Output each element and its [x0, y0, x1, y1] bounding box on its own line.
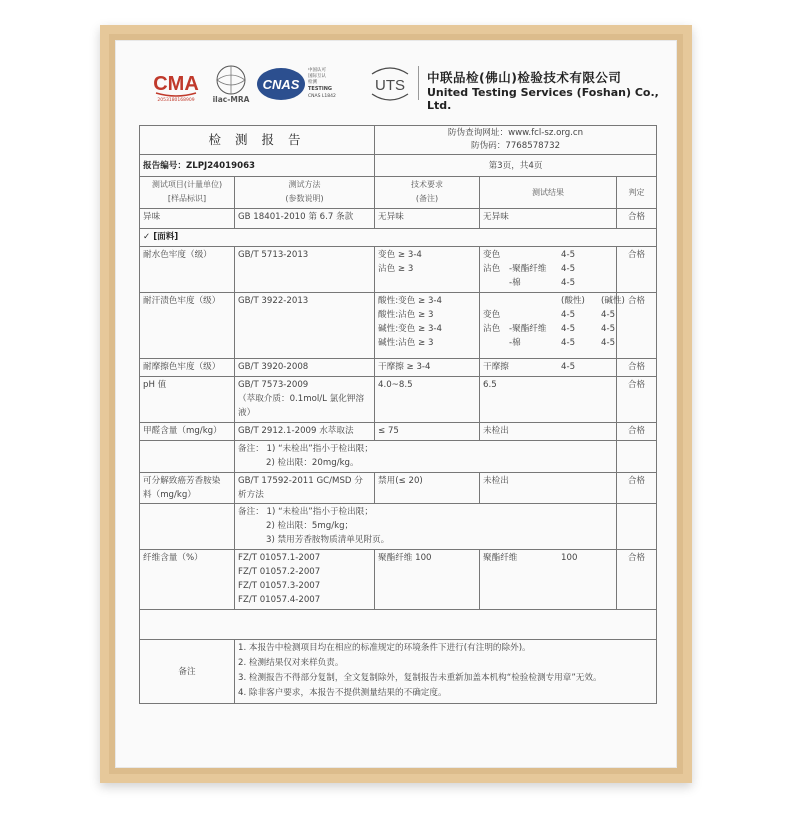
table-row: 甲醛含量（mg/kg） GB/T 2912.1-2009 水萃取法 ≤ 75 未检出 合格	[140, 423, 657, 441]
svg-text:检测: 检测	[308, 80, 317, 85]
table-row: pH 值 GB/T 7573-2009 （萃取介质：0.1mol/L 氯化钾溶 液） 4.0~8.5 6.5 合格	[140, 377, 657, 423]
company-name-cn: 中联品检(佛山)检验技术有限公司	[427, 70, 622, 85]
svg-text:CNAS L1842: CNAS L1842	[308, 94, 336, 99]
svg-text:中国认可: 中国认可	[308, 68, 326, 73]
anti-fake-code: 7768578732	[505, 141, 561, 151]
svg-text:国际互认: 国际互认	[308, 74, 326, 79]
cma-number: 2053180168909	[157, 98, 195, 102]
table-row: 耐水色牢度（级） GB/T 5713-2013 变色 ≥ 3-4 沾色 ≥ 3 变色 4-5 沾色 -聚酯纤维 4-5 -棉 4-5 合格	[140, 247, 657, 293]
anti-fake-site: www.fcl-sz.org.cn	[508, 128, 584, 138]
cma-logo	[150, 64, 202, 102]
report-number: 报告编号：ZLPJ24019063	[140, 155, 375, 177]
uts-logo	[368, 64, 412, 104]
cma-logo-text: CMA	[153, 73, 199, 95]
table-row: 耐摩擦色牢度（级） GB/T 3920-2008 干摩擦 ≥ 3-4 干摩擦 4-5 合格	[140, 359, 657, 377]
table-row: 异味 GB 18401-2010 第 6.7 条款 无异味 无异味 合格	[140, 209, 657, 229]
logo-header	[150, 60, 660, 110]
cnas-logo	[256, 64, 348, 104]
remarks-row: 备注 1. 本报告中检测项目均在相应的标准规定的环境条件下进行(有注明的除外)。 2. 检测结果仅对来样负责。 3. 检测报告不得部分复制，全文复制除外，复制报告未重新加盖本机构“检验检测专用章”无效。 4. 除非客户要求，本报告不提供测量结果的不确定度。	[140, 640, 657, 704]
ilac-mra-logo	[208, 62, 254, 104]
anti-fake-info: 防伪查询网址：www.fcl-sz.org.cn 防伪码：7768578732	[375, 126, 657, 155]
table-row: 纤维含量（%） FZ/T 01057.1-2007 FZ/T 01057.2-2007 FZ/T 01057.3-2007 FZ/T 01057.4-2007 聚酯纤维 100 聚酯纤维 100 合格	[140, 550, 657, 610]
table-row: 耐汗渍色牢度（级） GB/T 3922-2013 酸性:变色 ≥ 3-4 酸性:沾色 ≥ 3 碱性:变色 ≥ 3-4 碱性:沾色 ≥ 3 (酸性) (碱性) 变色 4-5 4-5 沾色 -聚酯纤维 4-5 4-5 -棉 4-5 4-5 合格	[140, 293, 657, 359]
uts-logo-text: UTS	[375, 77, 405, 94]
ilac-logo-text: ilac-MRA	[212, 95, 250, 104]
remarks-label: 备注	[140, 640, 235, 704]
report-title: 检 测 报 告	[140, 126, 375, 155]
column-header-row: 测试项目(计量单位) [样品标识] 测试方法 (参数说明) 技术要求 (备注) 测试结果 判定	[140, 177, 657, 209]
cnas-logo-text: CNAS	[262, 77, 300, 92]
page-info: 第3页，共4页	[375, 155, 657, 177]
table-row: 可分解致癌芳香胺染 料（mg/kg） GB/T 17592-2011 GC/MSD 分 析方法 禁用(≤ 20) 未检出 合格	[140, 473, 657, 504]
notes-row: 备注： 1) “未检出”指小于检出限； 2) 检出限：20mg/kg。	[140, 441, 657, 473]
blank-row	[140, 610, 657, 640]
section-row: ✓ [面料]	[140, 229, 657, 247]
report-table	[139, 125, 657, 704]
svg-text:TESTING: TESTING	[308, 86, 332, 92]
notes-row: 备注： 1) “未检出”指小于检出限； 2) 检出限：5mg/kg； 3) 禁用芳香胺物质清单见附页。	[140, 504, 657, 550]
company-name-en: United Testing Services (Foshan) Co., Ltd.	[427, 86, 659, 112]
